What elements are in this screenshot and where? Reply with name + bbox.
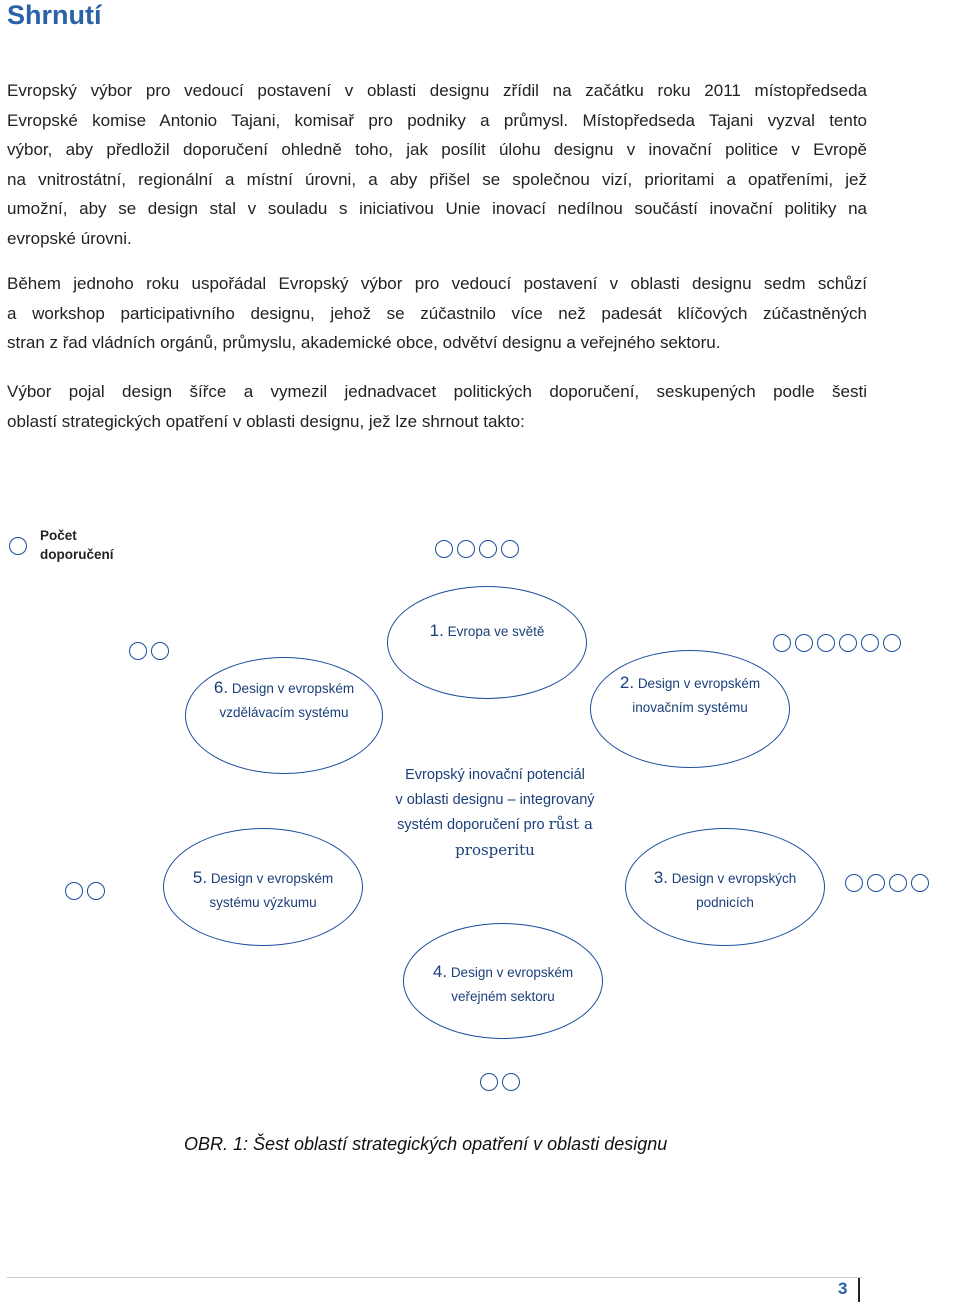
- figure-caption: OBR. 1: Šest oblastí strategických opatření v oblasti designu: [184, 1134, 668, 1154]
- legend-label: Počet doporučení: [40, 528, 114, 562]
- area-6-label: 6. Design v evropském vzdělávacím systému: [213, 678, 355, 720]
- area-4-label: 4. Design v evropském veřejném sektoru: [432, 962, 574, 1004]
- page-number: 3: [838, 1279, 848, 1298]
- area-4-recommendation-dots: [480, 1073, 520, 1093]
- area-2-label: 2. Design v evropském inovačním systému: [619, 673, 761, 715]
- page-title: Shrnutí: [7, 0, 102, 30]
- diagram-center-label: Evropský inovační potenciál v oblasti designu – integrovaný systém doporučení pro růst a prosperitu: [395, 767, 595, 859]
- summary-paragraph-1: Evropský výbor pro vedoucí postavení v oblasti designu zřídil na začátku roku 2011 místopředseda Evropské komise Antonio Tajani, komisař pro podniky a průmysl. Místopředseda Tajani vyzval tento výbor, aby předložil doporučení ohledně toho, jak posílit úlohu designu v inovační politice v Evropě na vnitrostátní, regionální a místní úrovni, a aby přišel se společnou vizí, prioritami a opatřeními, jež umožní, aby se design stal v souladu s iniciativou Unie inovací nedílnou součástí inovační politiky na evropské úrovni.: [7, 81, 867, 248]
- area-3-recommendation-dots: [845, 874, 929, 894]
- page-number-bar: [858, 1278, 860, 1302]
- summary-paragraph-2: Během jednoho roku uspořádal Evropský výbor pro vedoucí postavení v oblasti designu sedm schůzí a workshop participativního designu, jehož se zúčastnilo více než padesát klíčových zúčastněných stran z řad vládních orgánů, průmyslu, akademické obce, odvětví designu a veřejného sektoru.: [7, 274, 867, 352]
- summary-paragraph-3: Výbor pojal design šířce a vymezil jednadvacet politických doporučení, seskupených podle šesti oblastí strategických opatření v oblasti designu, jež lze shrnout takto:: [7, 382, 867, 431]
- area-1-recommendation-dots: [435, 540, 519, 560]
- area-2-recommendation-dots: [773, 634, 901, 654]
- area-3-label: 3. Design v evropských podnicích: [653, 868, 797, 910]
- area-1-label: 1. Evropa ve světě: [429, 621, 545, 640]
- legend-circle-icon: [9, 537, 27, 557]
- footer-divider: [7, 1277, 862, 1278]
- area-5-recommendation-dots: [65, 882, 105, 902]
- area-6-recommendation-dots: [129, 642, 169, 662]
- area-5-label: 5. Design v evropském systému výzkumu: [192, 868, 334, 910]
